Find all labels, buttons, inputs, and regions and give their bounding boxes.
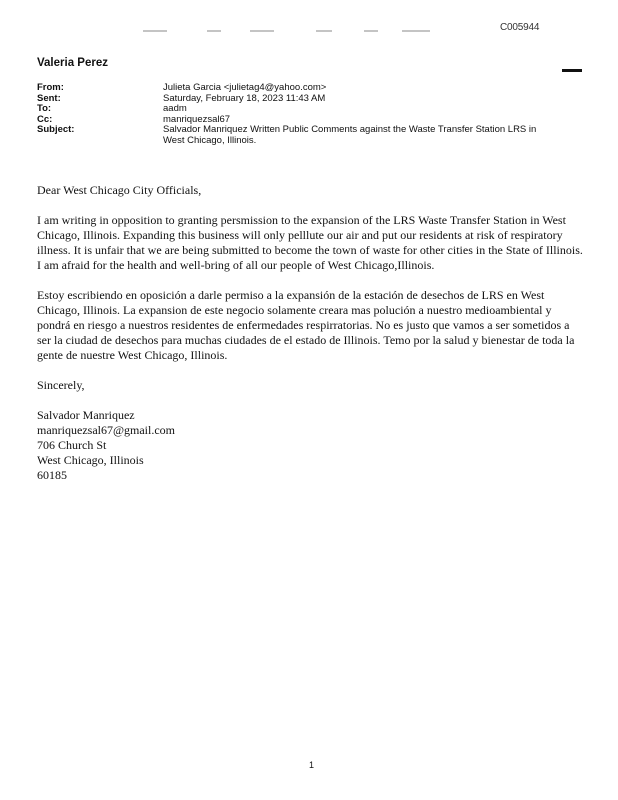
- page-number: 1: [309, 760, 315, 770]
- closing: Sincerely,: [37, 378, 85, 392]
- to-value: aadm: [163, 103, 187, 114]
- paragraph-spanish: Estoy escribiendo en oposición a darle permiso a la expansión de la estación de desechos de LRS en West Chicago, Illinois. La expansion de este negocio solamente creara mas polución a nuestro medioambiental y pondrá en riesgo a nuestros residentes de enfermedades respirratorias. No es justo que vamos a ser sometidos a ser la ciudad de desechos para muchas ciudades de el estado de Illinois. Temo por la salud y bienestar de toda la gente de nuestre West Chicago, Illinois.: [37, 288, 575, 362]
- cc-value: manriquezsal67: [163, 113, 231, 125]
- signature-block: [37, 408, 585, 483]
- from-value: Julieta Garcia <julietag4@yahoo.com>: [163, 82, 327, 93]
- cc-label: Cc:: [37, 113, 53, 125]
- subject-line-2: West Chicago, Illinois.: [163, 134, 257, 146]
- to-label: To:: [37, 103, 52, 114]
- subject-value: [163, 125, 573, 146]
- from-label: From:: [37, 82, 64, 93]
- salutation: Dear West Chicago City Officials,: [37, 183, 202, 197]
- signature-city: West Chicago, Illinois: [37, 453, 144, 467]
- bates-number: C005944: [500, 22, 540, 33]
- sender-name: Valeria Perez: [37, 57, 108, 69]
- subject-row: [37, 125, 573, 146]
- sent-label: Sent:: [37, 92, 61, 104]
- subject-label: Subject:: [37, 124, 75, 135]
- sent-value: Saturday, February 18, 2023 11:43 AM: [163, 92, 326, 104]
- paragraph-english: I am writing in opposition to granting persmission to the expansion of the LRS Waste Transfer Station in West Chicago, Illinois. Expanding this business will only pelllute our air and put our residents at risk of respiratory illness. It is unfair that we are being submitted to become the town of waste for other cities in the State of Illinois. I am afraid for the health and well-bring of all our people of West Chicago,Illinois.: [37, 213, 583, 272]
- subject-line-1: Salvador Manriquez Written Public Comments against the Waste Transfer Station LRS in: [163, 124, 537, 135]
- signature-name: Salvador Manriquez: [37, 408, 135, 422]
- from-row: [37, 83, 573, 94]
- email-header: [37, 83, 573, 146]
- sent-row: [37, 94, 573, 105]
- signature-street: 706 Church St: [37, 438, 107, 452]
- signature-zip: 60185: [37, 468, 67, 482]
- to-row: [37, 104, 573, 115]
- header-rule: [562, 69, 582, 72]
- signature-email: manriquezsal67@gmail.com: [37, 423, 176, 437]
- letter-body: [37, 183, 585, 483]
